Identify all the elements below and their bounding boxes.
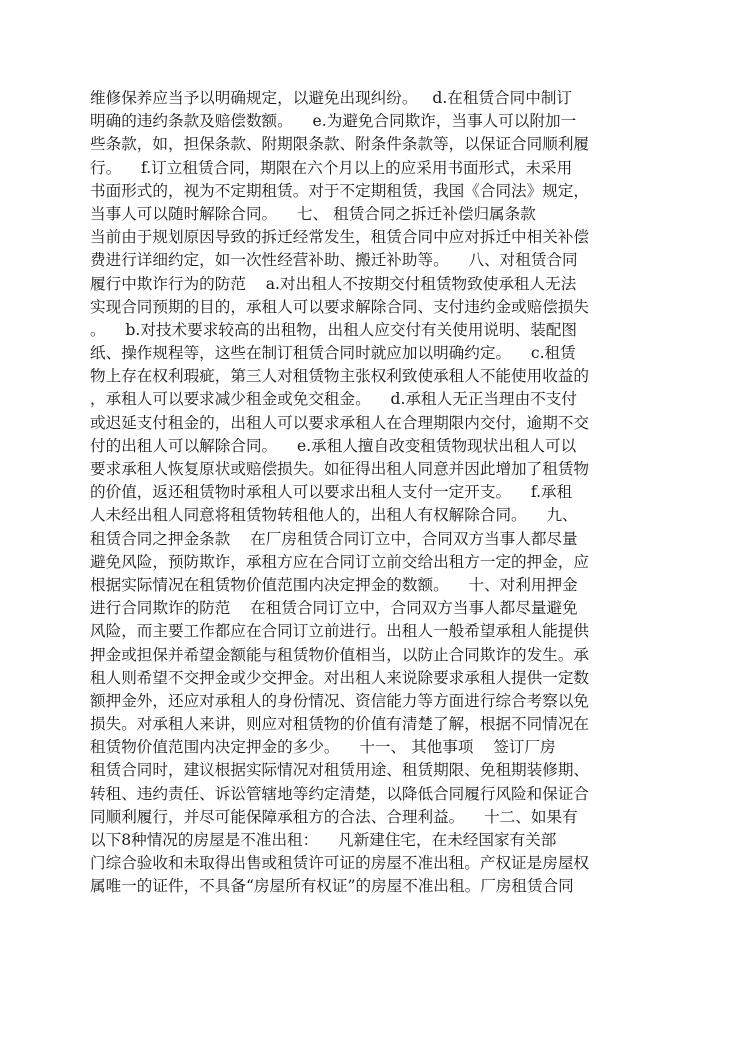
text-line: 避免风险，预防欺诈，承租方应在合同订立前交给出租方一定的押金，应 [90,552,590,571]
text-line: 维修保养应当予以明确规定，以避免出现纠纷。 d.在租赁合同中制订 [90,89,573,107]
text-line: 些条款，如，担保条款、附期限条款、附条件条款等，以保证合同顺利履 [90,135,590,154]
text-line: 租人则希望不交押金或少交押金。对出租人来说除要求承租人提供一定数 [90,668,590,687]
text-line: 或迟延支付租金的，出租人可以要求承租人在合理期限内交付，逾期不交 [90,413,590,432]
text-line: 实现合同预期的目的，承租人可以要求解除合同、支付违约金或赔偿损失 [90,297,590,316]
text-line: 风险，而主要工作都应在合同订立前进行。出租人一般希望承租人能提供 [90,622,590,641]
text-line: 损失。对承租人来讲，则应对租赁物的价值有清楚了解，根据不同情况在 [90,715,590,734]
text-line: 书面形式的，视为不定期租赁。对于不定期租赁，我国《合同法》规定， [90,181,590,200]
body-text [90,87,662,899]
text-line: 纸、操作规程等，这些在制订租赁合同时就应加以明确约定。 c.租赁 [90,344,576,363]
text-line: 门综合验收和未取得出售或租赁许可证的房屋不准出租。产权证是房屋权 [90,854,590,873]
text-line: 行。 f.订立租赁合同，期限在六个月以上的应采用书面形式，未采用 [90,158,573,177]
text-line: 明确的违约条款及赔偿数额。 e.为避免合同欺诈，当事人可以附加一 [90,112,577,131]
text-line: 人未经出租人同意将租赁物转租他人的，出租人有权解除合同。 九、 [90,506,578,525]
text-line: 。 b.对技术要求较高的出租物，出租人应交付有关使用说明、装配图 [90,320,577,339]
text-line: 同顺利履行，并尽可能保障承租方的合法、合理利益。 十二、如果有 [90,807,578,826]
text-line: 额押金外，还应对承租人的身份情况、资信能力等方面进行综合考察以免 [90,691,590,710]
text-line: 租赁物价值范围内决定押金的多少。 十一、 其他事项 签订厂房 [90,738,556,757]
text-line: 租赁合同时，建议根据实际情况对租赁用途、租赁期限、免租期装修期、 [90,761,590,780]
text-line: 进行合同欺诈的防范 在租赁合同订立中，合同双方当事人都尽量避免 [90,599,578,618]
text-line: 的价值，返还租赁物时承租人可以要求出租人支付一定开支。 f.承租 [90,483,573,502]
text-line: 租赁合同之押金条款 在厂房租赁合同订立中，合同双方当事人都尽量 [90,529,578,548]
text-line: 费进行详细约定，如一次性经营补助、搬迁补助等。 八、对租赁合同 [90,251,578,270]
text-line: 付的出租人可以解除合同。 e.承租人擅自改变租赁物现状出租人可以 [90,436,577,455]
text-line: 要求承租人恢复原状或赔偿损失。如征得出租人同意并因此增加了租赁物 [90,460,590,478]
text-line: 物上存在权利瑕疵，第三人对租赁物主张权利致使承租人不能使用收益的 [90,367,590,386]
text-line: 根据实际情况在租赁物价值范围内决定押金的数额。 十、对利用押金 [90,575,578,594]
text-line: 转租、违约责任、诉讼管辖地等约定清楚，以降低合同履行风险和保证合 [90,784,590,803]
text-line: 属唯一的证件，不具备“房屋所有权证”的房屋不准出租。厂房租赁合同 [90,877,574,896]
text-line: 押金或担保并希望金额能与租赁物价值相当，以防止合同欺诈的发生。承 [90,645,590,664]
text-line: ，承租人可以要求减少租金或免交租金。 d.承租人无正当理由不支付 [90,390,577,409]
text-line: 当前由于规划原因导致的拆迁经常发生，租赁合同中应对拆迁中相关补偿 [90,228,590,247]
text-line: 当事人可以随时解除合同。 七、 租赁合同之拆迁补偿归属条款 [90,204,536,223]
text-line: 履行中欺诈行为的防范 a.对出租人不按期交付租赁物致使承租人无法 [90,274,577,293]
text-line: 以下8种情况的房屋是不准出租： 凡新建住宅，在未经国家有关部 [90,831,557,849]
